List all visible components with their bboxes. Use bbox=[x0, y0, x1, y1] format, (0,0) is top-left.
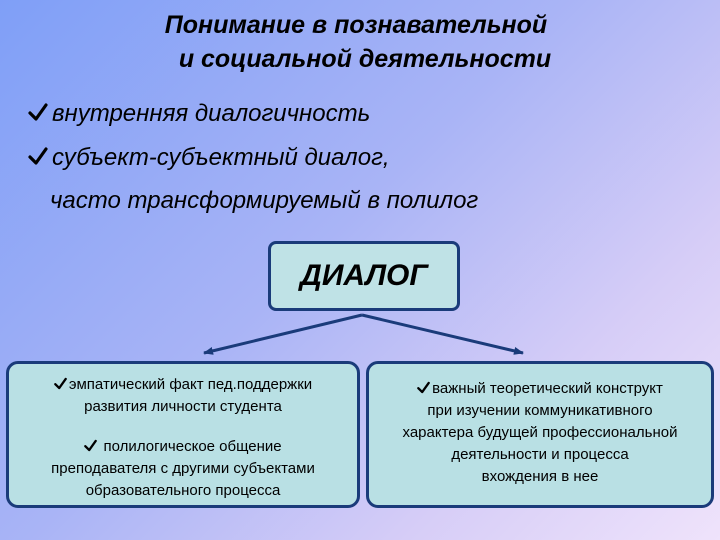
checkmark-icon bbox=[417, 381, 430, 394]
bullet-item bbox=[28, 98, 370, 130]
bullet-text: субъект-субъектный диалог, bbox=[52, 144, 390, 171]
checkmark-icon bbox=[28, 102, 48, 122]
left-item-2-line-1: полилогическое общение bbox=[103, 438, 282, 455]
right-line-5: вхождения в нее bbox=[481, 468, 599, 485]
bullet-item bbox=[28, 142, 390, 174]
left-item-2-line-2: преподавателя с другими субъектами bbox=[51, 460, 315, 477]
dialog-node bbox=[268, 241, 460, 311]
arrow-icon bbox=[204, 315, 362, 353]
left-item-2-line-3: образовательного процесса bbox=[85, 482, 281, 499]
right-info-box bbox=[366, 361, 714, 508]
title-line-2: и социальной деятельности bbox=[178, 45, 552, 73]
dialog-node-label: ДИАЛОГ bbox=[300, 259, 428, 292]
bullet-continuation: часто трансформируемый в полилог bbox=[50, 187, 479, 214]
right-line-3: характера будущей профессиональной bbox=[402, 424, 678, 441]
right-line-2: при изучении коммуникативного bbox=[427, 402, 653, 419]
left-item-1-line-2: развития личности студента bbox=[84, 398, 282, 415]
arrow-icon bbox=[362, 315, 523, 353]
left-item-1-line-1: эмпатический факт пед.поддержки bbox=[68, 376, 313, 393]
slide-title bbox=[0, 8, 720, 76]
bullet-text: внутренняя диалогичность bbox=[52, 100, 371, 127]
right-line-4: деятельности и процесса bbox=[451, 446, 629, 463]
checkmark-icon bbox=[28, 146, 48, 166]
title-line-1: Понимание в познавательной bbox=[164, 11, 548, 39]
right-line-1: важный теоретический конструкт bbox=[432, 380, 663, 397]
left-info-box bbox=[6, 361, 360, 508]
checkmark-icon bbox=[54, 377, 67, 390]
checkmark-icon bbox=[84, 439, 97, 452]
